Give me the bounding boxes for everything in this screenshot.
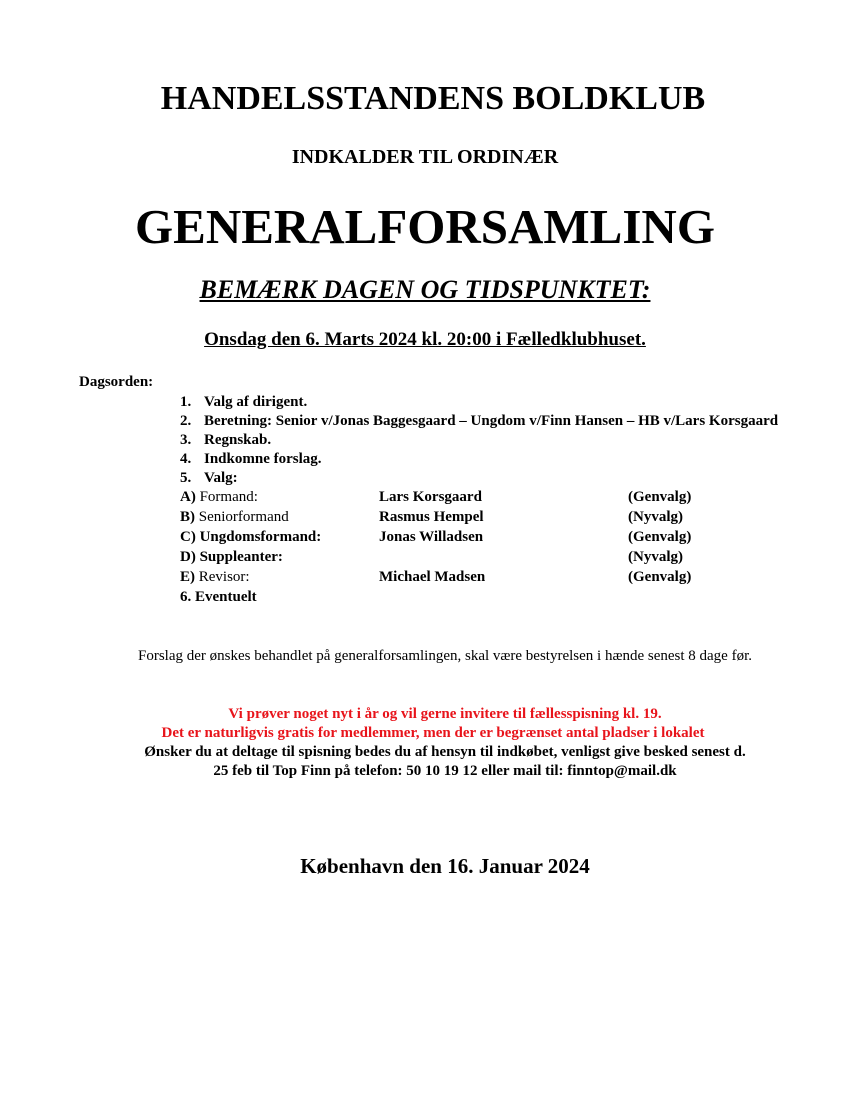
agenda-item-text: Beretning: Senior v/Jonas Baggesgaard – Ungdom v/Finn Hansen – HB v/Lars Korsgaard: [204, 413, 779, 429]
main-title: GENERALFORSAMLING: [135, 199, 715, 254]
agenda-item-text: Regnskab.: [204, 432, 272, 448]
meeting-date-line: Onsdag den 6. Marts 2024 kl. 20:00 i Fælledklubhuset.: [204, 329, 646, 350]
election-role-label: Revisor:: [195, 569, 250, 585]
agenda-item-text: Valg:: [204, 470, 238, 486]
election-person: Jonas Willadsen: [379, 529, 484, 545]
election-row: [180, 488, 800, 508]
agenda-item: [180, 450, 800, 469]
proposal-notice: Forslag der ønskes behandlet på generalforsamlingen, skal være bestyrelsen i hænde senest 8 dage før.: [138, 648, 752, 664]
agenda-item-text: Valg af dirigent.: [204, 394, 308, 410]
agenda-item-number: 2.: [180, 413, 192, 429]
election-kind: (Genvalg): [628, 529, 692, 545]
election-role: [180, 488, 258, 507]
election-tag: D): [180, 549, 196, 565]
election-role-label: Seniorformand: [195, 509, 289, 525]
election-tag: E): [180, 569, 195, 585]
dinner-invite-line: Vi prøver noget nyt i år og vil gerne invitere til fællesspisning kl. 19.: [228, 706, 662, 722]
club-name: HANDELSSTANDENS BOLDKLUB: [160, 80, 706, 117]
election-kind: (Genvalg): [628, 489, 692, 505]
election-tag: C): [180, 529, 196, 545]
agenda-final-item: 6. Eventuelt: [180, 589, 257, 605]
dinner-contact-line: 25 feb til Top Finn på telefon: 50 10 19 12 eller mail til: finntop@mail.dk: [213, 763, 677, 779]
agenda-label: Dagsorden:: [79, 374, 154, 390]
agenda-item: [180, 412, 800, 431]
agenda-item: [180, 469, 800, 488]
closing-place-date: København den 16. Januar 2024: [300, 854, 590, 878]
agenda-item: [180, 393, 800, 412]
election-row: [180, 548, 800, 568]
election-kind: (Nyvalg): [628, 509, 683, 525]
agenda-item-number: 1.: [180, 394, 192, 410]
dinner-signup-line: Ønsker du at deltage til spisning bedes du af hensyn til indkøbet, venligst give besked senest d.: [144, 744, 746, 760]
subtitle: INDKALDER TIL ORDINÆR: [291, 146, 559, 168]
election-role: [180, 568, 250, 587]
election-tag: A): [180, 489, 196, 505]
election-kind: (Nyvalg): [628, 549, 683, 565]
agenda-item-text: Indkomne forslag.: [204, 451, 322, 467]
dinner-free-line: Det er naturligvis gratis for medlemmer, men der er begrænset antal pladser i lokalet: [161, 725, 705, 741]
agenda-list: [180, 393, 800, 608]
election-row: [180, 528, 800, 548]
election-role-label: Formand:: [195, 489, 258, 505]
agenda-item-number: 5.: [180, 470, 192, 486]
election-row: [180, 568, 800, 588]
election-role: [180, 528, 321, 547]
agenda-item-number: 3.: [180, 432, 192, 448]
election-tag: B): [180, 509, 195, 525]
election-role: [180, 508, 289, 527]
election-person: Rasmus Hempel: [379, 509, 484, 525]
notice-heading: BEMÆRK DAGEN OG TIDSPUNKTET:: [199, 275, 651, 304]
election-role: [180, 548, 283, 567]
agenda-item: [180, 431, 800, 450]
election-person: Michael Madsen: [379, 569, 486, 585]
agenda-item-number: 4.: [180, 451, 192, 467]
election-row: [180, 508, 800, 528]
election-role-label: Ungdomsformand:: [195, 529, 322, 545]
election-kind: (Genvalg): [628, 569, 692, 585]
election-role-label: Suppleanter:: [195, 549, 283, 565]
election-person: Lars Korsgaard: [379, 489, 482, 505]
